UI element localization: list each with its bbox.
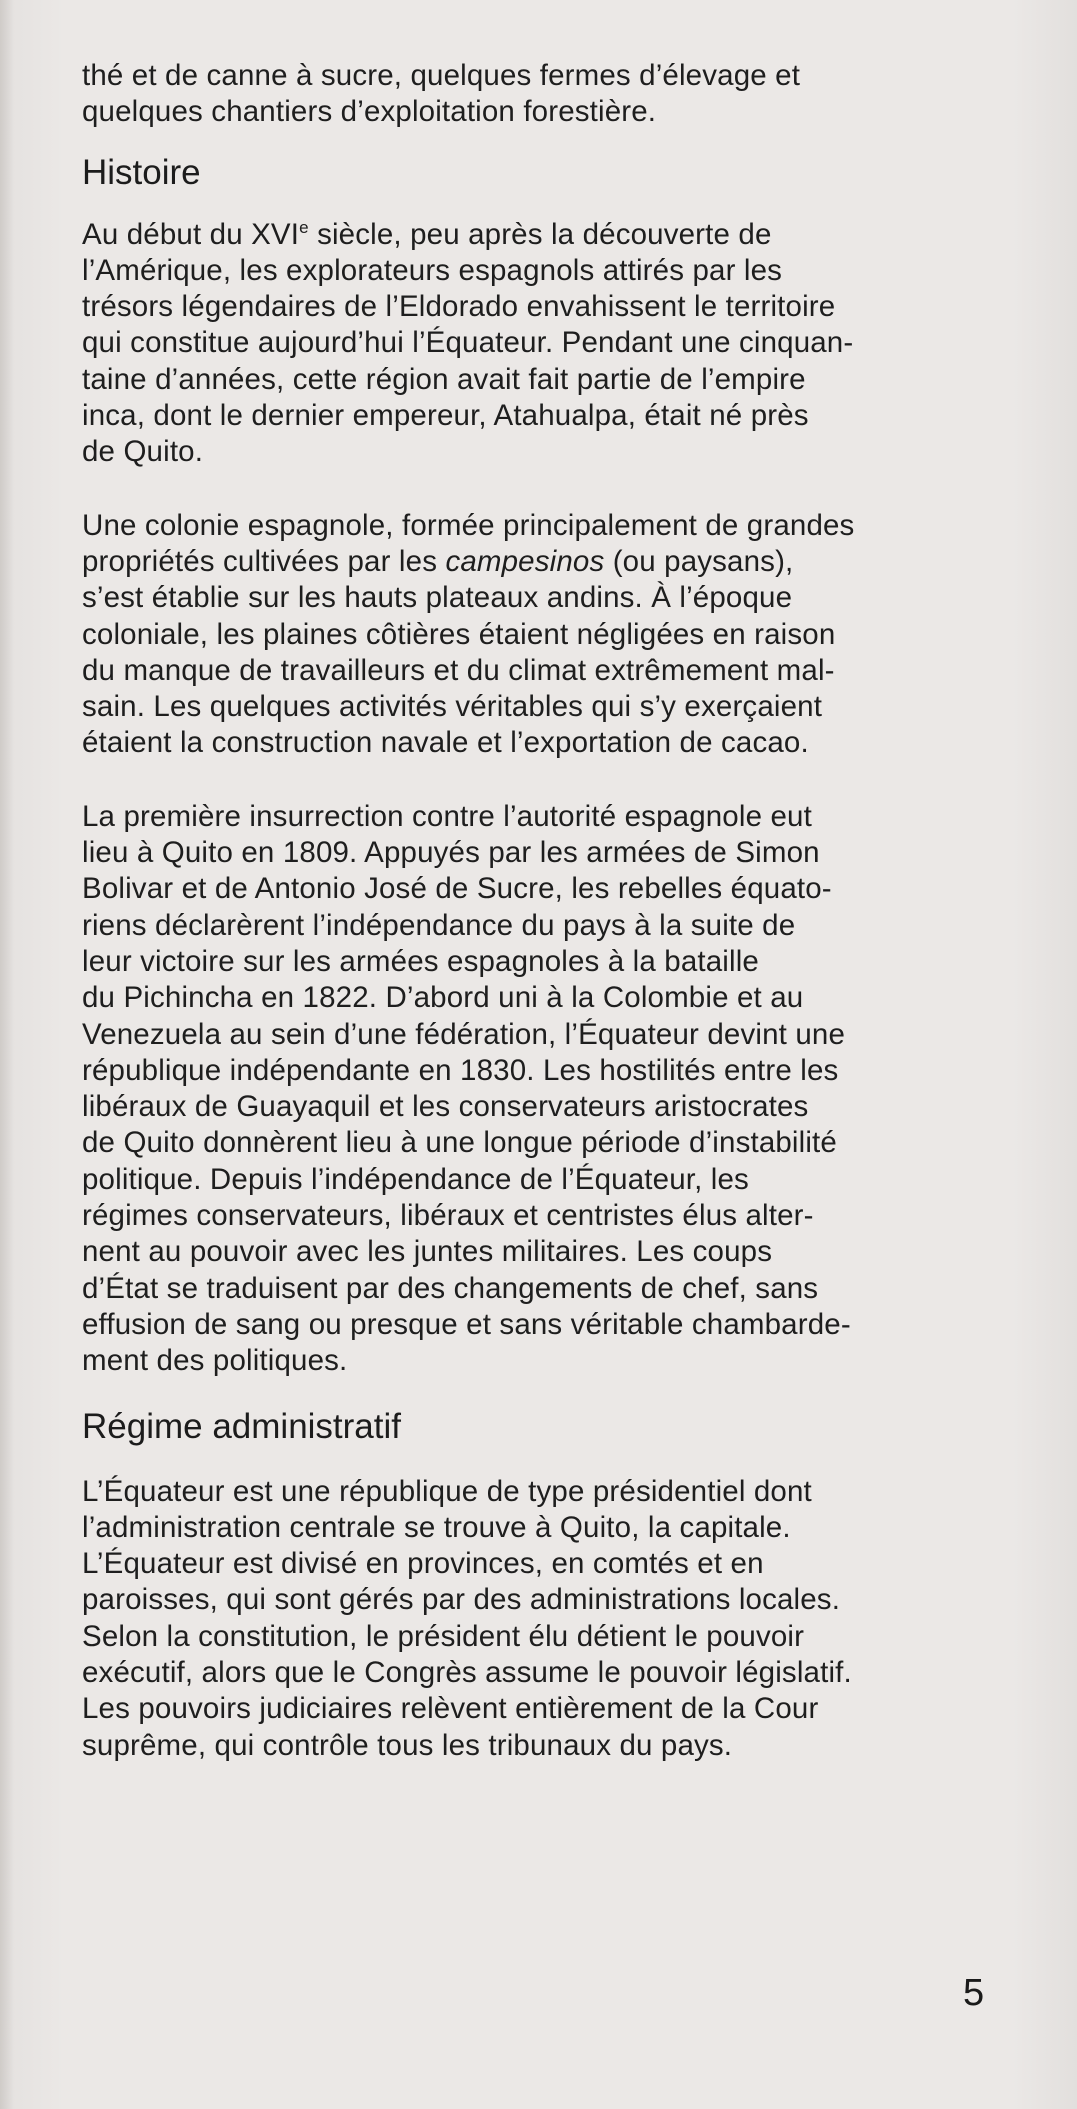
text-line xyxy=(82,544,997,580)
text-fragment: (ou paysans), xyxy=(604,544,794,578)
text-fragment: Au début du XVI xyxy=(82,217,300,251)
histoire-paragraph-2 xyxy=(82,508,997,762)
histoire-paragraph-3 xyxy=(82,799,997,1380)
text-line: quelques chantiers d’exploitation forestière. xyxy=(82,95,657,129)
text-line: riens déclarèrent l’indépendance du pays à la suite de xyxy=(82,908,796,942)
paragraph-gap xyxy=(82,471,997,508)
text-line: qui constitue aujourd’hui l’Équateur. Pendant une cinquan- xyxy=(82,326,854,360)
text-line: libéraux de Guayaquil et les conservateurs aristocrates xyxy=(82,1090,809,1124)
page-number: 5 xyxy=(963,1972,985,2014)
text-line: thé et de canne à sucre, quelques fermes d’élevage et xyxy=(82,59,801,92)
histoire-paragraph-1 xyxy=(82,217,997,471)
text-line xyxy=(82,217,997,253)
text-line: lieu à Quito en 1809. Appuyés par les armées de Simon xyxy=(82,836,820,870)
text-line: Bolivar et de Antonio José de Sucre, les rebelles équato- xyxy=(82,872,832,906)
text-line: Selon la constitution, le président élu détient le pouvoir xyxy=(82,1619,805,1653)
text-line: Une colonie espagnole, formée principalement de grandes xyxy=(82,508,855,542)
paragraph-gap xyxy=(82,762,997,799)
text-line: s’est établie sur les hauts plateaux andins. À l’époque xyxy=(82,581,793,615)
binding-shadow xyxy=(0,0,14,2109)
text-fragment: propriétés cultivées par les xyxy=(82,544,446,578)
text-line: sain. Les quelques activités véritables qui s’y exerçaient xyxy=(82,690,823,724)
text-line: Venezuela au sein d’une fédération, l’Équateur devint une xyxy=(82,1017,846,1051)
text-line: suprême, qui contrôle tous les tribunaux du pays. xyxy=(82,1728,733,1762)
text-line: politique. Depuis l’indépendance de l’Équateur, les xyxy=(82,1162,749,1196)
italic-term: campesinos xyxy=(445,544,605,578)
text-line: L’Équateur est une république de type présidentiel dont xyxy=(82,1474,812,1508)
text-line: du manque de travailleurs et du climat extrêmement mal- xyxy=(82,653,835,687)
intro-paragraph xyxy=(82,58,997,131)
text-line: paroisses, qui sont gérés par des administrations locales. xyxy=(82,1583,841,1617)
text-line: régimes conservateurs, libéraux et centristes élus alter- xyxy=(82,1199,814,1233)
text-line: trésors légendaires de l’Eldorado envahissent le territoire xyxy=(82,290,836,324)
ordinal-superscript: e xyxy=(299,217,309,237)
text-line: de Quito. xyxy=(82,435,204,469)
section-heading-regime: Régime administratif xyxy=(82,1406,401,1446)
text-line: taine d’années, cette région avait fait partie de l’empire xyxy=(82,362,806,396)
text-line: l’administration centrale se trouve à Quito, la capitale. xyxy=(82,1510,791,1544)
text-line: exécutif, alors que le Congrès assume le pouvoir législatif. xyxy=(82,1655,852,1689)
text-line: étaient la construction navale et l’exportation de cacao. xyxy=(82,726,809,760)
text-line: du Pichincha en 1822. D’abord uni à la Colombie et au xyxy=(82,981,804,1015)
text-line: ment des politiques. xyxy=(82,1344,348,1378)
text-line: leur victoire sur les armées espagnoles à la bataille xyxy=(82,944,759,978)
page-content xyxy=(82,58,997,1764)
text-line: nent au pouvoir avec les juntes militaires. Les coups xyxy=(82,1235,773,1269)
section-heading-histoire: Histoire xyxy=(82,152,201,192)
text-line: L’Équateur est divisé en provinces, en comtés et en xyxy=(82,1547,764,1581)
text-fragment: siècle, peu après la découverte de xyxy=(308,217,772,251)
text-line: Les pouvoirs judiciaires relèvent entièrement de la Cour xyxy=(82,1692,819,1726)
text-line: d’État se traduisent par des changements de chef, sans xyxy=(82,1271,819,1305)
text-line: l’Amérique, les explorateurs espagnols attirés par les xyxy=(82,253,783,287)
text-line: coloniale, les plaines côtières étaient négligées en raison xyxy=(82,617,836,651)
text-line: inca, dont le dernier empereur, Atahualpa, était né près xyxy=(82,399,809,433)
text-line: effusion de sang ou presque et sans véritable chambarde- xyxy=(82,1307,851,1341)
text-line: république indépendante en 1830. Les hostilités entre les xyxy=(82,1053,839,1087)
regime-paragraph-1 xyxy=(82,1474,997,1764)
text-line: de Quito donnèrent lieu à une longue période d’instabilité xyxy=(82,1126,837,1160)
text-line: La première insurrection contre l’autorité espagnole eut xyxy=(82,799,812,833)
